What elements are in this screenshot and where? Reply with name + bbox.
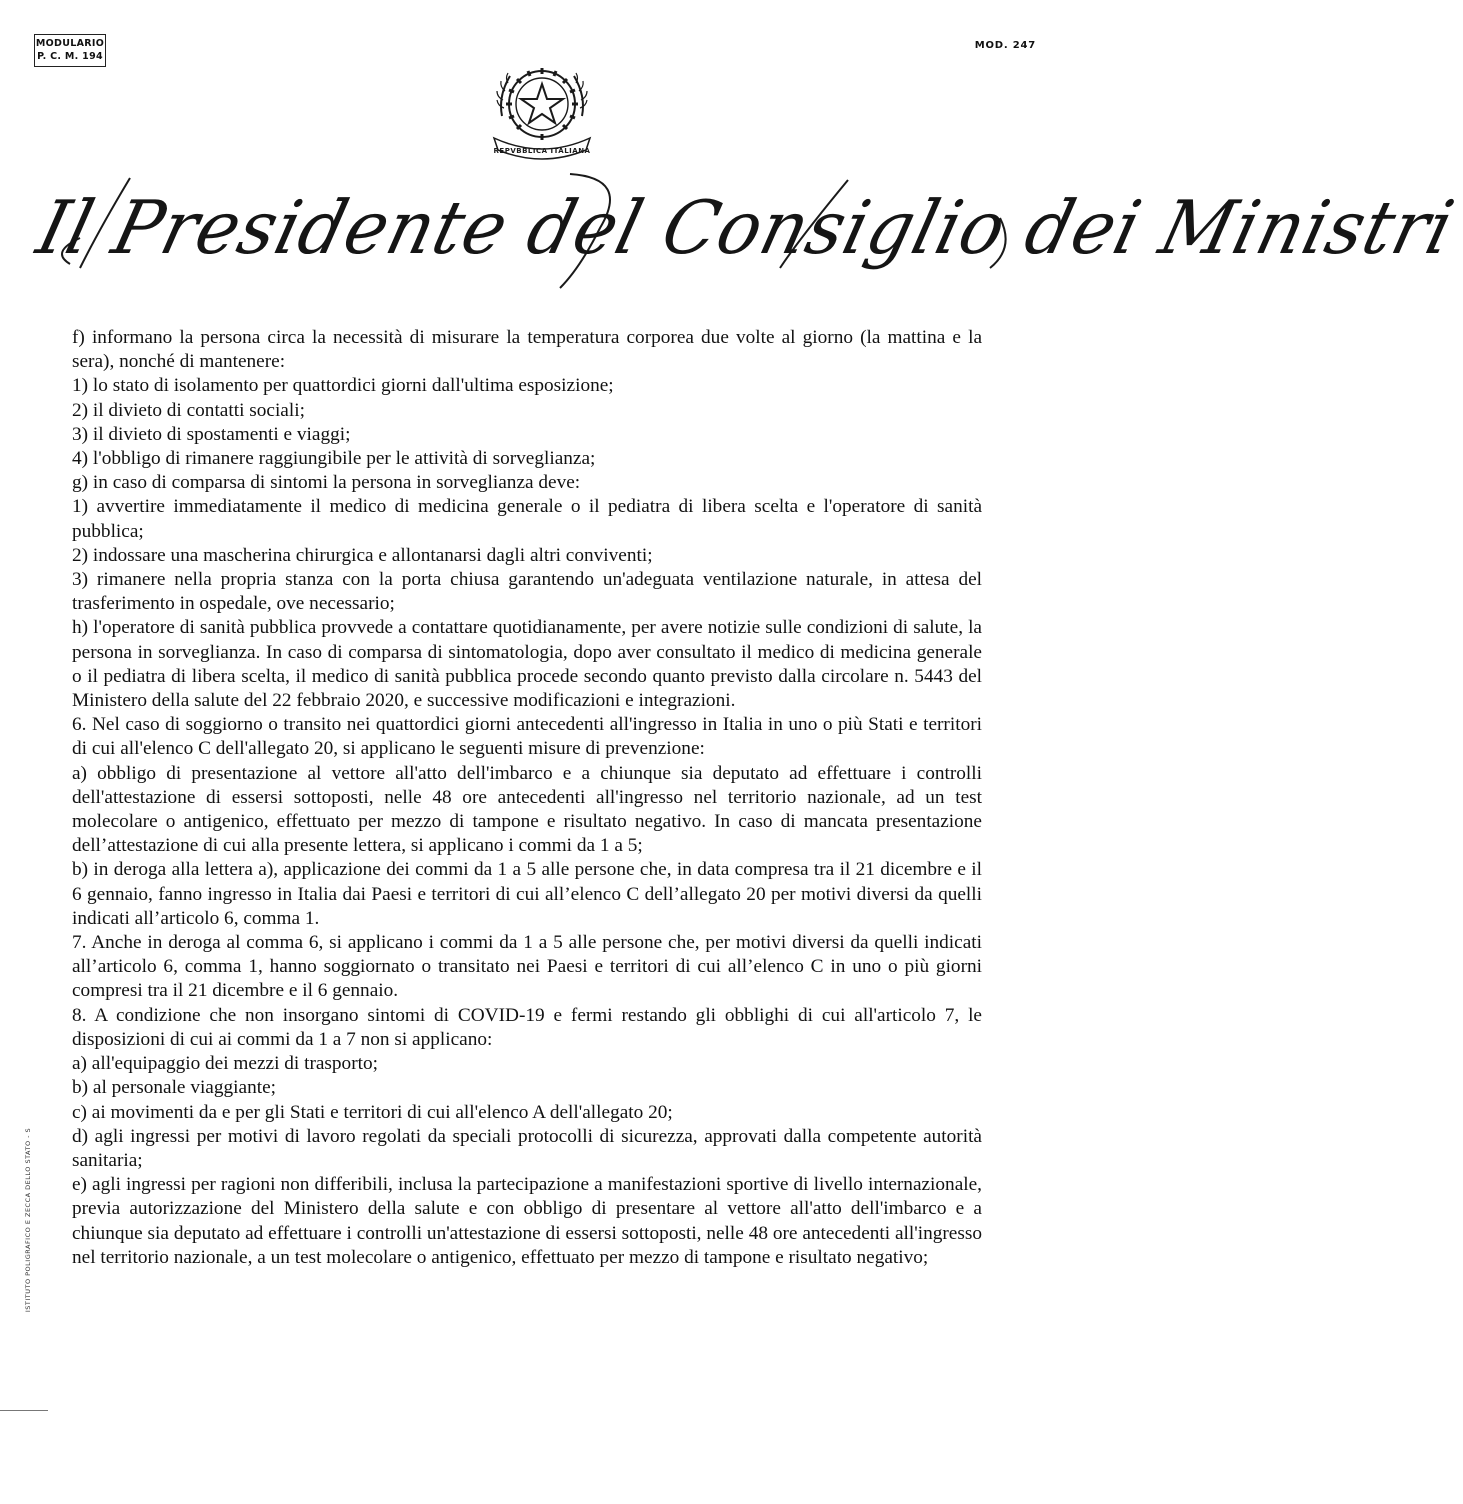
- paragraph: 3) il divieto di spostamenti e viaggi;: [72, 423, 351, 445]
- form-code-box: [34, 34, 106, 67]
- paragraph: b) al personale viaggiante;: [72, 1077, 276, 1099]
- paragraph: b) in deroga alla lettera a), applicazione dei commi da 1 a 5 alle persone che, in data compresa tra il 21 dicembre e il 6 gennaio, fanno ingresso in Italia dai Paesi e territori di cui all’elenco C dell’allegato 20 per motivi diversi da quelli indicati all’articolo 6, comma 1.: [72, 859, 982, 929]
- form-code-line-2: P. C. M. 194: [37, 51, 103, 62]
- paragraph: e) agli ingressi per ragioni non differibili, inclusa la partecipazione a manifestazioni sportive di livello internazionale, previa autorizzazione del Ministero della salute e con obbligo di presentare al vettore all'atto dell'imbarco e a chiunque sia deputato ad effettuare i controlli un'attestazione di essersi sottoposti, nelle 48 ore antecedenti all'ingresso nel territorio nazionale, a un test molecolare o antigenico, effettuato per mezzo di tampone e risultato negativo;: [72, 1174, 982, 1268]
- paragraph: g) in caso di comparsa di sintomi la persona in sorveglianza deve:: [72, 472, 581, 494]
- mod-number: MOD. 247: [974, 40, 1036, 51]
- paragraph: 1) lo stato di isolamento per quattordici giorni dall'ultima esposizione;: [72, 375, 614, 397]
- paragraph: 1) avvertire immediatamente il medico di medicina generale o il pediatra di libera scelta e l'operatore di sanità pubblica;: [72, 496, 982, 542]
- paragraph: f) informano la persona circa la necessità di misurare la temperatura corporea due volte al giorno (la mattina e la sera), nonché di mantenere:: [72, 327, 982, 373]
- paragraph: a) all'equipaggio dei mezzi di trasporto;: [72, 1053, 378, 1075]
- paragraph: 6. Nel caso di soggiorno o transito nei quattordici giorni antecedenti all'ingresso in Italia in uno o più Stati e territori di cui all'elenco C dell'allegato 20, si applicano le seguenti misure di prevenzione:: [72, 714, 982, 760]
- paragraph: h) l'operatore di sanità pubblica provvede a contattare quotidianamente, per avere notizie sulle condizioni di salute, la persona in sorveglianza. In caso di comparsa di sintomatologia, dopo aver consultato il medico di medicina generale o il pediatra di libera scelta, il medico di sanità pubblica procede secondo quanto previsto dalla circolare n. 5443 del Ministero della salute del 22 febbraio 2020, e successive modificazioni e integrazioni.: [72, 617, 982, 712]
- svg-text:REPVBBLICA ITALIANA: REPVBBLICA ITALIANA: [493, 147, 591, 155]
- letterhead-title: [29, 168, 1463, 298]
- printer-imprint-text: ISTITUTO POLIGRAFICO E ZECCA DELLO STATO - S: [24, 1127, 32, 1313]
- document-body: [72, 326, 982, 1270]
- paragraph: 2) il divieto di contatti sociali;: [72, 399, 305, 421]
- star-icon: [521, 84, 563, 123]
- paragraph: c) ai movimenti da e per gli Stati e territori di cui all'elenco A dell'allegato 20;: [72, 1101, 673, 1123]
- form-code-line-1: MODULARIO: [35, 38, 105, 49]
- letterhead-text: Il Presidente del Consiglio dei Ministri: [29, 184, 1463, 272]
- paragraph: d) agli ingressi per motivi di lavoro regolati da speciali protocolli di sicurezza, approvati dalla competente autorità sanitaria;: [72, 1125, 982, 1171]
- italian-republic-emblem: [480, 56, 604, 168]
- margin-rule: [0, 1410, 48, 1411]
- paragraph: 4) l'obbligo di rimanere raggiungibile per le attività di sorveglianza;: [72, 448, 596, 470]
- paragraph: 3) rimanere nella propria stanza con la porta chiusa garantendo un'adeguata ventilazione naturale, in attesa del trasferimento in ospedale, ove necessario;: [72, 569, 982, 615]
- paragraph: 8. A condizione che non insorgano sintomi di COVID-19 e fermi restando gli obblighi di cui all'articolo 7, le disposizioni di cui ai commi da 1 a 7 non si applicano:: [72, 1004, 982, 1050]
- paragraph: 7. Anche in deroga al comma 6, si applicano i commi da 1 a 5 alle persone che, per motivi diversi da quelli indicati all’articolo 6, comma 1, hanno soggiornato o transitato nei Paesi e territori di cui all’elenco C in uno o più giorni compresi tra il 21 dicembre e il 6 gennaio.: [72, 932, 982, 1002]
- paragraph: 2) indossare una mascherina chirurgica e allontanarsi dagli altri conviventi;: [72, 544, 653, 566]
- paragraph: a) obbligo di presentazione al vettore all'atto dell'imbarco e a chiunque sia deputato ad effettuare i controlli dell'attestazione di essersi sottoposti, nelle 48 ore antecedenti all'ingresso nel territorio nazionale, ad un test molecolare o antigenico, effettuato per mezzo di tampone e risultato negativo. In caso di mancata presentazione dell’attestazione di cui alla presente lettera, si applicano i commi da 1 a 5;: [72, 762, 982, 857]
- printer-imprint: [22, 1110, 34, 1330]
